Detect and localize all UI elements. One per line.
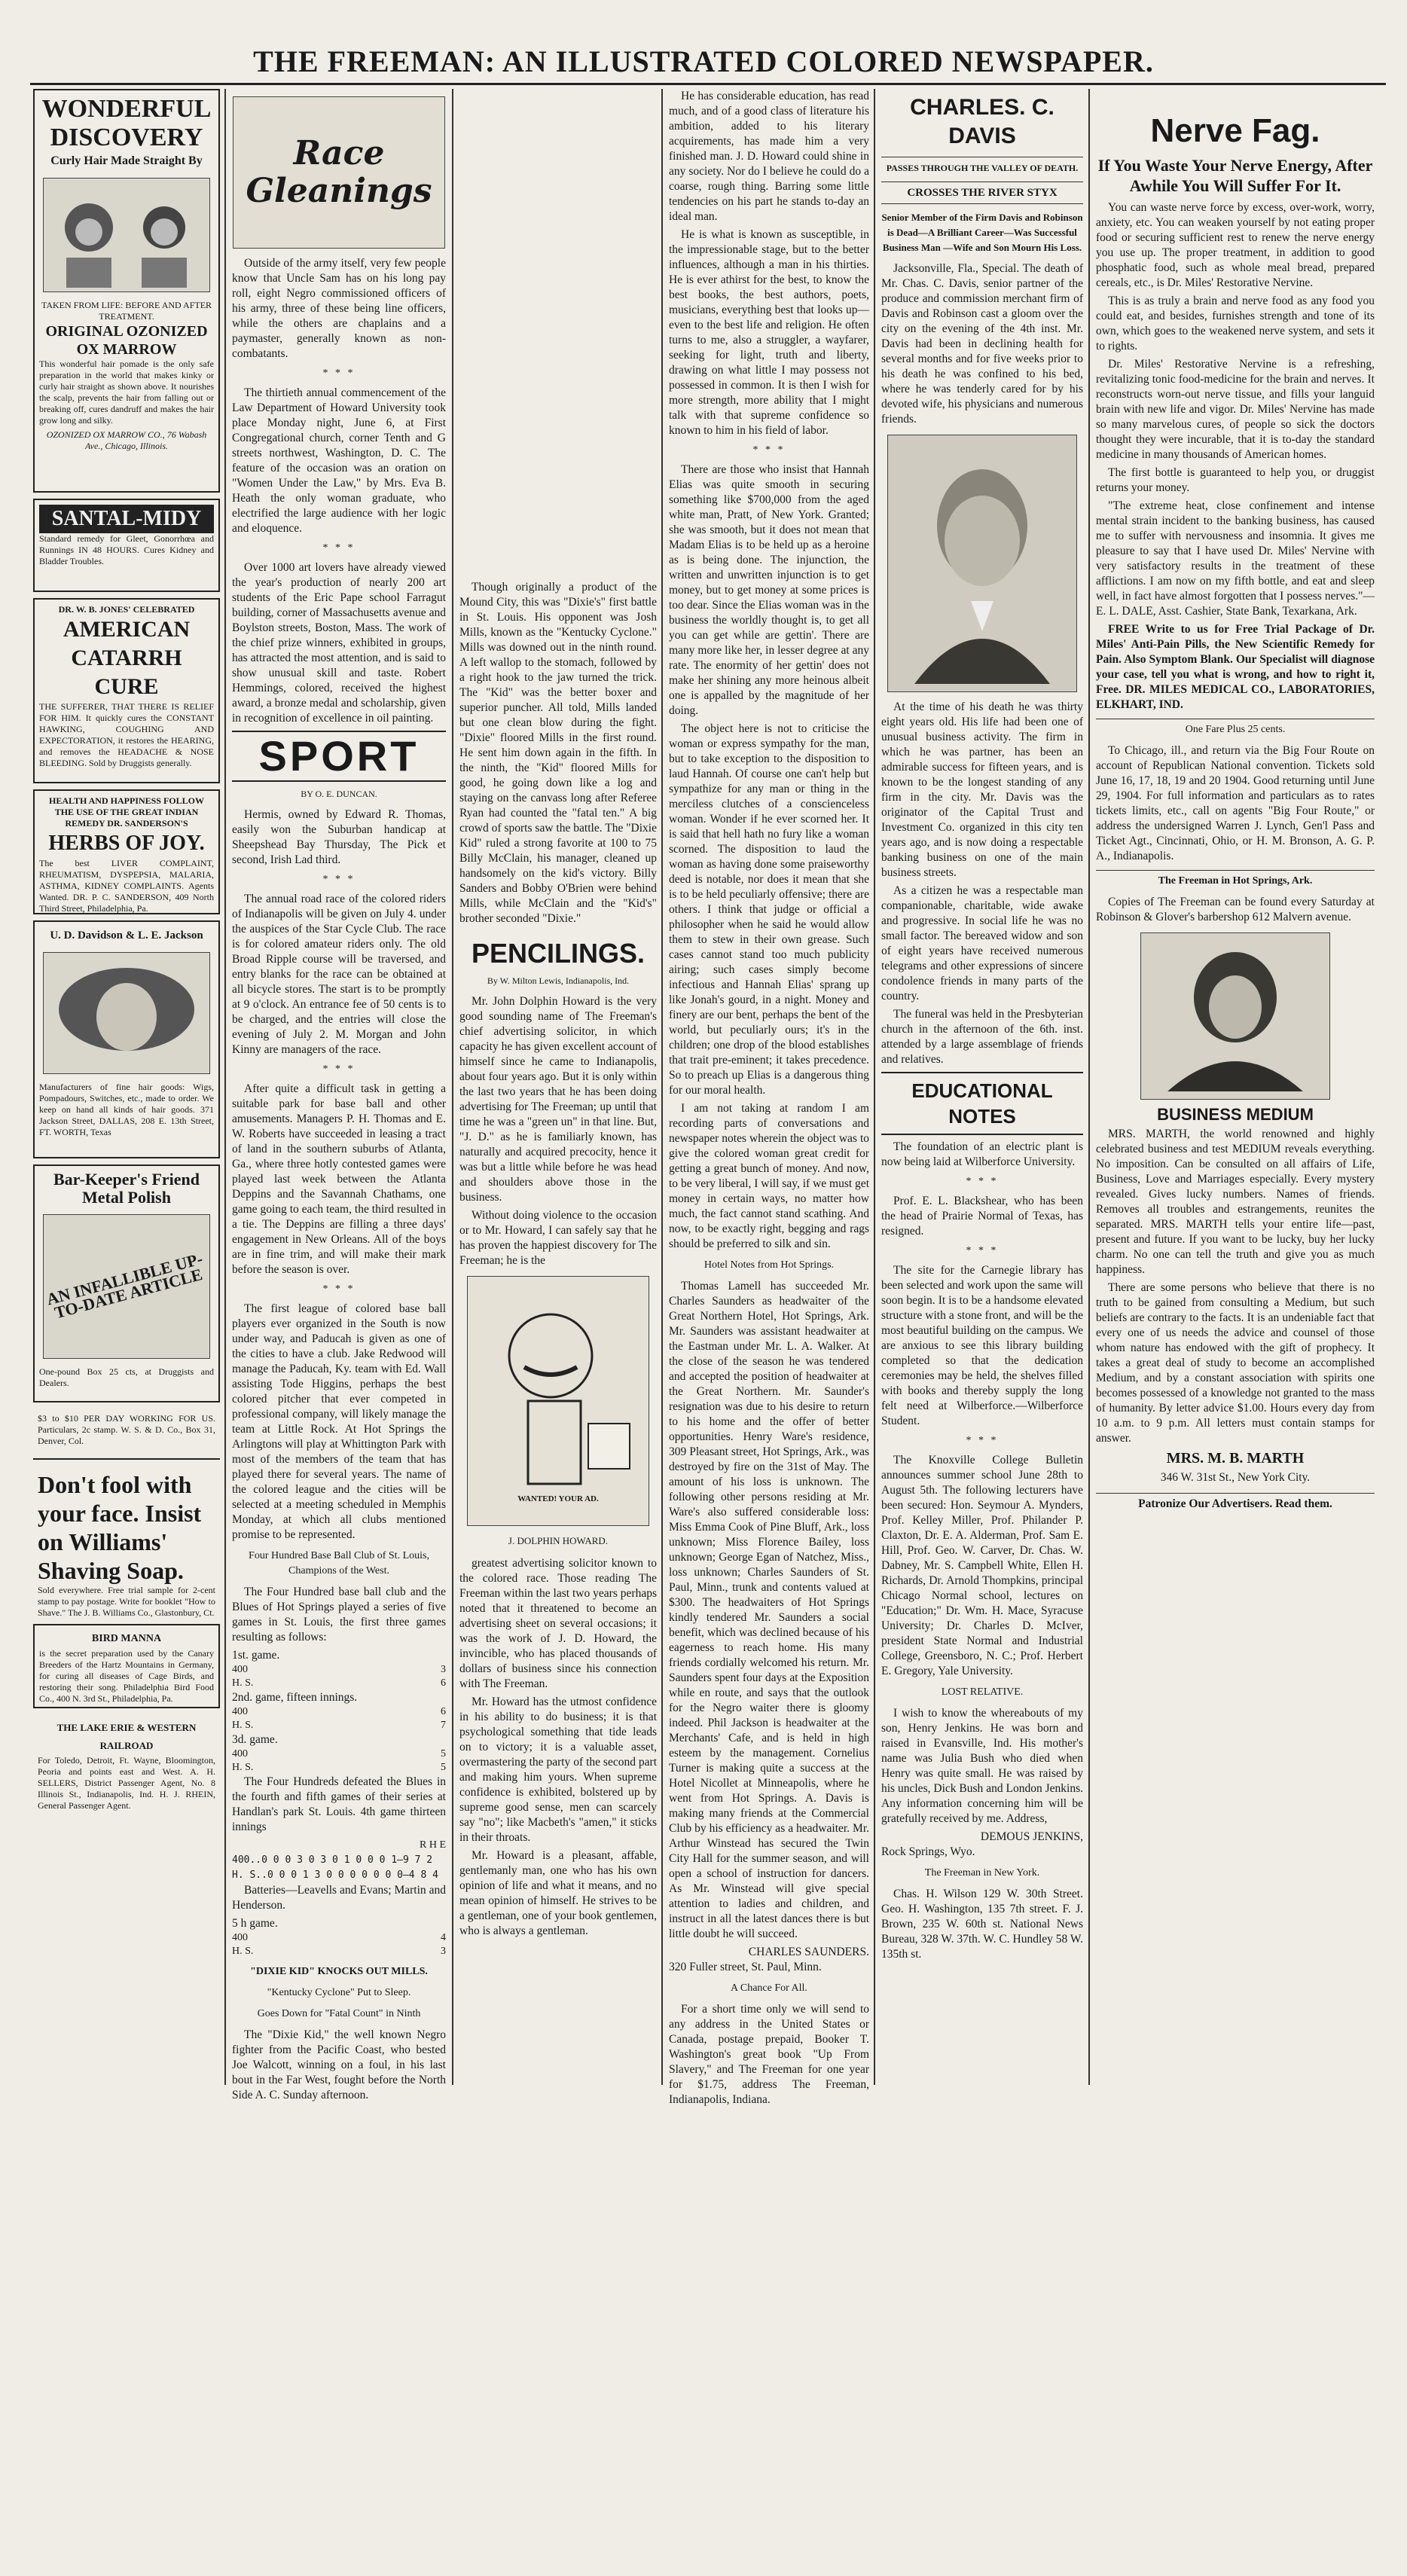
ad-headline: Bar-Keeper's Friend Metal Polish [53, 1170, 200, 1207]
ad-body: One-pound Box 25 cts, at Druggists and Dealers. [39, 1366, 214, 1388]
separator: * * * [322, 1283, 356, 1295]
article-paragraph: Mr. Howard has the utmost confidence in his ability to do business; it is that psychological something that tide leads on to victory; it is a valuable asset, overmastering the party of the second part and making him yours. When supreme confidence is exhibited, bolstered up by supreme good sense, men can scarcely say "no"; like Macbeth's "amen," it sticks in their throats. [459, 1695, 657, 1844]
ad-headline: Don't fool with your face. Insist on Williams' Shaving Soap. [38, 1471, 202, 1584]
article-paragraph: Prof. E. L. Blackshear, who has been the head of Prairie Normal of Texas, has resigned. [881, 1195, 1083, 1238]
article-paragraph: Hermis, owned by Edward R. Thomas, easily won the Suburban handicap at Sheepshead Bay Thursday, The Pick et second, Irish Lad third. [232, 808, 446, 866]
article-paragraph: The funeral was held in the Presbyterian church in the afternoon of the 6th. inst. attended by a large assemblage of friends and relatives. [881, 1008, 1083, 1066]
score-row: 400 4 [232, 1932, 446, 1943]
ad-ox-marrow [33, 89, 220, 493]
article-paragraph: He is what is known as susceptible, in the impressionable stage, but to the better influences, although a man in his thirties. He is ever athirst for the best, to know the best books, the best authors, poets, musicians, everything best that looks up—even to the best life and religion. He often turns to me, also a struggler, a wayfarer, seeking for light, truth and liberty, drawing on what little I may possess not possessed in common. It is then I wish for more strength, more ability that I might talk with that supreme confidence so known to him in his field of labor. [669, 228, 869, 437]
business-medium-heading: BUSINESS MEDIUM [1157, 1105, 1314, 1124]
article-paragraph: The "Dixie Kid," the well known Negro fighter from the Pacific Coast, who bested Joe Walcott, winning on a foul, in his last bout in the Far West, fought before the North Side A. C. Sunday afternoon. [232, 2028, 446, 2101]
subheading: Four Hundred Base Ball Club of St. Louis, Champions of the West. [249, 1550, 429, 1576]
ad-bird-manna [33, 1624, 220, 1708]
article-paragraph: Outside of the army itself, very few people know that Uncle Sam has on his long pay roll, eight Negro commissioned officers of his army, three of these being line officers, while the others are chaplains and a paymaster, generally known as non-combatants. [232, 257, 446, 360]
ad-address: OZONIZED OX MARROW CO., 76 Wabash Ave., Chicago, Illinois. [46, 429, 207, 451]
portrait-illustration [43, 178, 210, 292]
ad-headline: BIRD MANNA [91, 1633, 162, 1644]
ad-subhead: DR. W. B. JONES' CELEBRATED [58, 604, 195, 615]
article-paragraph: I wish to know the whereabouts of my son, Henry Jenkins. He was born and raised in Evansville, Ind. His mother's name was Julia Bush who died when Henry was quite small. He was raised by his uncles, Dick Bush and London Jenkins. Any information concerning him will be gratefully received by me. Address, [881, 1707, 1083, 1825]
article-paragraph: There are those who insist that Hannah Elias was quite smooth in securing something like $700,000 from the aged white man, Pratt, of New York. Granted; she was smooth, but it does not mean that Madam Elias is to be held up as a heroine as is being done. The injunction, the written and unwritten injunction is to get money, but to get money at some prices is too dear. Since the Elias woman was in the business the worldly thought is, to get all you can get while are gettin'. There are many more like her, in lesser degree at any rate. The enormity of her gettin' does not make her shining any more heinous albeit one is appalled by the magnitude of her doing. [669, 463, 869, 717]
column-rule [224, 89, 226, 2085]
article-paragraph: The Four Hundred base ball club and the Blues of Hot Springs played a series of five games in St. Louis, the first three games resulting as follows: [232, 1586, 446, 1644]
article-paragraph: "The extreme heat, close confinement and intense mental strain incident to the banking business, has caused me to suffer with nervousness and insomnia. It gives me pleasure to say that I have used Dr. Miles' Nervine with very satisfactory results in the treatment of these afflictions. I am now on my fifth bottle, and eat and sleep well, in fact have almost forgotten that I possess nerves."—E. L. DALE, Asst. Cashier, State Bank, Texarkana, Ark. [1096, 499, 1375, 618]
portrait-caption: J. DOLPHIN HOWARD. [508, 1535, 609, 1546]
address: 320 Fuller street, St. Paul, Minn. [669, 1961, 822, 1973]
ad-santal-midy [33, 499, 220, 592]
before-after-icon [47, 182, 206, 288]
score-row: H. S. 3 [232, 1946, 446, 1957]
separator: * * * [752, 444, 786, 456]
portrait-caricature [467, 1276, 649, 1526]
subheading: LOST RELATIVE. [941, 1686, 1024, 1698]
subheading: The Freeman in Hot Springs, Ark. [1096, 870, 1375, 889]
article-paragraph: The Four Hundreds defeated the Blues in the fourth and fifth games of their series at Handlan's park St. Louis. 4th game thirteen innings [232, 1775, 446, 1833]
score-row: 400 6 [232, 1706, 446, 1717]
article-paragraph: I am not taking at random I am recording parts of conversations and newspaper notes wherein the object was to give the colored woman great credit for getting a great bunch of money. And now, to be very liberal, I will say, if we must get money in certain ways, no matter how much, the fact cannot stand scathing. And now, to be exactly right, begging and rags should be preferred to silk and sin. [669, 1102, 869, 1250]
hair-illustration [43, 952, 210, 1074]
ad-body: For Toledo, Detroit, Ft. Wayne, Bloomington, Peoria and points east and West. A. H. SELLERS, District Passenger Agent, No. 8 Illinois St., Indianapolis, Ind. H. J. RHEIN, General Passenger Agent. [38, 1755, 215, 1811]
pencilings-column [459, 580, 657, 2576]
byline: By W. Milton Lewis, Indianapolis, Ind. [487, 975, 630, 986]
game-label: 3d. game. [232, 1733, 278, 1746]
ad-williams-soap [33, 1466, 220, 1618]
wig-icon [47, 957, 206, 1070]
article-paragraph: For a short time only we will send to any address in the United States or Canada, postage prepaid, Booker T. Washington's great book "Up From Slavery," and The Freeman for one year for $1.75, address The Freeman, Indianapolis, Indiana. [669, 2003, 869, 2106]
game-label: 2nd. game, fifteen innings. [232, 1691, 358, 1704]
article-paragraph: Over 1000 art lovers have already viewed the year's production of nearly 200 art students of the Eric Pape school Farragut building, corner of Massachusetts avenue and Boylston streets, Boston, Mass. The work of the chief prize winners, exhibited in groups, has attracted the most attention, and is said to show unusual skill and taste. Robert Hemmings, colored, received the highest award, a bronze medal and scholarship, given in recognition of excellence in oil painting. [232, 561, 446, 725]
article-paragraph: The thirtieth annual commencement of the Law Department of Howard University took place Monday night, June 6, at First Congregational church, corner Tenth and G streets northwest, Washington, D. C. The feature of the occasion was an oration on "Women Under the Law," by Mrs. Eva B. Heath the only woman graduate, who electrified the large audience with her logic and eloquence. [232, 386, 446, 535]
separator: * * * [322, 874, 356, 885]
ad-headline: AMERICAN CATARRH CURE [63, 617, 191, 699]
score-row: 400 5 [232, 1748, 446, 1760]
address: Rock Springs, Wyo. [881, 1845, 975, 1858]
column-rule [1088, 89, 1090, 2085]
separator: * * * [966, 1245, 999, 1256]
davis-column [881, 89, 1083, 2085]
article-paragraph: greatest advertising solicitor known to the colored race. Those reading The Freeman within the last two years perhaps noted that it threatened to become an advertising sheet on several occasions; it was the work of J. D. Howard, the invincible, who has placed thousands of dollars of business since his connection with The Freeman. [459, 1557, 657, 1690]
signature: CHARLES SAUNDERS. [748, 1946, 869, 1958]
score-row: H. S. 5 [232, 1762, 446, 1773]
separator: * * * [322, 368, 356, 379]
product-illustration [43, 1214, 210, 1359]
woman-portrait-icon [1152, 941, 1318, 1091]
caricature-icon [483, 1296, 633, 1491]
ad-railroad [33, 1714, 220, 1814]
ad-headline: THE LAKE ERIE & WESTERN RAILROAD [56, 1722, 197, 1751]
subheading: Senior Member of the Firm Davis and Robinson is Dead—A Brilliant Career—Was Successful Business Man —Wife and Son Mourn His Loss. [881, 212, 1083, 253]
headline: Nerve Fag. [1150, 112, 1320, 149]
article-paragraph: MRS. MARTH, the world renowned and highly celebrated business and test MEDIUM reveals everything. No imposition. Can be consulted on all affairs of Life, Business, Love and Marriages especially. Every mystery revealed. Gives lucky numbers. Names of friends. Removes all troubles and estrangements, reunites the separated. MRS. MARTH tells your entire life—past, present and future. If you want to be lucky, buy her lucky charm. No one can tell the truth and give you as much happiness. [1096, 1128, 1375, 1276]
sport-heading: SPORT [232, 731, 446, 782]
article-paragraph: Copies of The Freeman can be found every Saturday at Robinson & Glover's barbershop 612 Malvern avenue. [1096, 896, 1375, 923]
ad-hair-goods [33, 920, 220, 1158]
score-line: H. S..0 0 0 1 3 0 0 0 0 0 0 0—4 8 4 [232, 1869, 438, 1881]
ad-subhead: HEALTH AND HAPPINESS FOLLOW THE USE OF THE GREAT INDIAN REMEDY DR. SANDERSON'S [49, 795, 204, 829]
article-paragraph: Though originally a product of the Mound City, this was "Dixie's" first battle in St. Louis. His opponent was Josh Mills, known as the "Kentucky Cyclone." Mills was downed out in the ninth round. A left wallop to the stomach, followed by a right hook to the jaw turned the trick. The "Kid" was the better boxer and superior puncher. All told, Mills landed but one clean blow during the fight. "Dixie" floored Mills in the first round. He sent him down again in the fifth. In the ninth, the "Kid" floored Mills for good, he going down like a log and staying on the canvass long after Referee Ryan had counted the "fatal ten." A big crowd of sports saw the battle. The "Dixie Kid" ruled a strong favorite at 100 to 75 Billy McClain, his manager, cleaned up handsomely on the kid's victory. Billy Sanders and Bobby O'Brien were behind Mills, while McClain and the "Kid's" brother seconded "Dixie." [459, 581, 657, 925]
article-paragraph: The first bottle is guaranteed to help you, or druggist returns your money. [1096, 466, 1375, 494]
sign-text: WANTED! YOUR AD. [517, 1494, 599, 1503]
column-rule [661, 89, 663, 2085]
subheading: Goes Down for "Fatal Count" in Ninth [257, 2008, 421, 2019]
notice: Patronize Our Advertisers. Read them. [1096, 1493, 1375, 1512]
score-line: 400..0 0 0 3 0 3 0 1 0 0 0 1—9 7 2 [232, 1854, 433, 1866]
signature: DEMOUS JENKINS, [980, 1830, 1083, 1843]
address: 346 W. 31st St., New York City. [1160, 1471, 1311, 1484]
subheading: PASSES THROUGH THE VALLEY OF DEATH. [881, 157, 1083, 175]
article-paragraph: There are some persons who believe that there is no truth to be gained from consulting a Medium, but such beliefs are contrary to the facts. It is an undeniable fact that every one of us needs the advice and counsel of those whom nature has endowed with the gift of prophecy. It takes a great deal of study to become an accomplished Medium, and by a constant association with spirits one becomes possessed of a knowledge not granted to the mass of humanity. By letter advice $1.00. Hours every day from 10 a.m. to 9 p.m. All letters must contain stamps for answer. [1096, 1281, 1375, 1445]
ad-slogan: AN INFALLIBLE UP-TO-DATE ARTICLE [44, 1249, 205, 1323]
nerve-fag-column [1096, 89, 1375, 2085]
ad-body: THE SUFFERER, THAT THERE IS RELIEF FOR HIM. It quickly cures the CONSTANT HAWKING, COUGHING AND EXPECTORATION, it restores the HEARING, and removes the HEADACHE & NOSE BLEEDING. Sold by Druggists generally. [39, 701, 214, 768]
subheading: "DIXIE KID" KNOCKS OUT MILLS. [250, 1966, 428, 1977]
article-paragraph: Mr. Howard is a pleasant, affable, gentlemanly man, one who has his own opinion of life and what it means, and no mean opinion of himself. He strives to be a gentleman, one of your book gentlemen, who is always a gentleman. [459, 1849, 657, 1937]
ad-headline: HERBS OF JOY. [48, 832, 205, 855]
ad-catarrh-cure [33, 598, 220, 783]
ad-subhead: Curly Hair Made Straight By [50, 154, 203, 167]
subheading: CROSSES THE RIVER STYX [881, 182, 1083, 204]
ad-headline: U. D. Davidson & L. E. Jackson [50, 929, 203, 942]
masthead: THE FREEMAN: AN ILLUSTRATED COLORED NEWSPAPER. [253, 44, 1154, 78]
editorial-column [669, 89, 869, 2106]
column-rule [452, 89, 453, 2085]
subheading: One Fare Plus 25 cents. [1096, 719, 1375, 737]
ad-body: This wonderful hair pomade is the only safe preparation in the world that makes kinky or curly hair straight as shown above. It nourishes the scalp, prevents the hair from falling out or breaking off, cures dandruff and makes the hair grow long and silky. [39, 359, 214, 426]
byline: BY O. E. DUNCAN. [301, 789, 377, 799]
pencilings-heading: PENCILINGS. [471, 938, 646, 969]
ad-body: $3 to $10 PER DAY WORKING FOR US. Particulars, 2c stamp. W. S. & D. Co., Box 31, Denver, Col. [38, 1413, 215, 1446]
article-paragraph: As a citizen he was a respectable man companionable, charitable, wide awake and progressive. In social life he was no small factor. The bereaved widow and son of eight years have received numerous telegrams and other expressions of sincere condolence friends in many parts of the country. [881, 884, 1083, 1003]
article-paragraph: Mr. John Dolphin Howard is the very good sounding name of The Freeman's chief advertising solicitor, in which capacity he has given excellent account of himself since he came to Indianapolis, about four years ago. But it is only within the last two years that he has been doing advertising for The Freeman; up until that time he was a "green un" in that line. But, "J. D." as he is familiarly known, has naturally and acquired precocity, hence it was but a little while before he was head and shoulders above those in the business. [459, 995, 657, 1204]
article-paragraph: At the time of his death he was thirty eight years old. His life had been one of unusual business activity. The firm in which he was partner, has been an admirable success for fifteen years, and is known to be the longest standing of any firm in the city. Mr. Davis was the originator of the Capital Trust and Investment Co. organized in this city ten years ago, and is now doing a respectable banking business on one of the main business streets. [881, 700, 1083, 879]
subheading: A Chance For All. [731, 1982, 807, 1994]
score-header: R H E [420, 1839, 446, 1851]
banner-title: Race Gleanings [246, 134, 432, 210]
separator: * * * [322, 542, 356, 554]
separator: * * * [966, 1176, 999, 1187]
article-paragraph: The first league of colored base ball players ever organized in the South is now under way, and Paducah is given as one of the cities to have a club. Jake Redwood will manage the Paducah, Ky. team with Ed. Wall assisting Tode Higgins, perhaps the best colored pitcher that ever competed in professional company, will likely manage the team at Little Rock. At Hot Springs the Arlingtons will play at Whittington Park with most of the members of the team that has played there for several years. The name of the colored league and the cities will be selected at a meeting scheduled in Memphis Monday, at which all clubs mentioned promise to be represented. [232, 1302, 446, 1541]
article-paragraph: You can waste nerve force by excess, over-work, worry, anxiety, etc. You can weaken yourself by not eating proper food or securing sufficient rest to renew the nerve energy you use up. The proper treatment, in addition to good phosphatic food, such as whole meal bread, prepared cereals, etc., is Dr. Miles' Restorative Nervine. [1096, 201, 1375, 289]
ad-headline: WONDERFUL DISCOVERY [41, 95, 212, 151]
ad-body: The best LIVER COMPLAINT, RHEUMATISM, DYSPEPSIA, MALARIA, ASTHMA, KIDNEY COMPLAINTS. Agents Wanted. DR. P. C. SANDERSON, 409 North Third Street, Philadelphia, Pa. [39, 858, 214, 914]
ad-headline: SANTAL-MIDY [39, 505, 214, 533]
score-row: H. S. 7 [232, 1720, 446, 1731]
ad-product: ORIGINAL OZONIZED OX MARROW [45, 323, 208, 358]
ad-herbs-of-joy [33, 789, 220, 914]
signature: MRS. M. B. MARTH [1166, 1450, 1305, 1467]
column-rule [874, 89, 875, 2085]
separator: * * * [322, 1064, 356, 1075]
article-paragraph: Without doing violence to the occasion or to Mr. Howard, I can safely say that he has proven the happiest discovery for The Freeman; he is the [459, 1209, 657, 1267]
score-row: H. S. 6 [232, 1677, 446, 1689]
ad-column [33, 89, 220, 2085]
article-paragraph: The annual road race of the colored riders of Indianapolis will be given on July 4. under the auspices of the Star Cycle Club. The race is for colored amateur riders only. The old Broad Ripple course will be traversed, and entry blanks for the race can be obtained at all bicycle stores. The start is to be promptly at 9 o'clock. An entrance fee of 50 cents is to be charged, and the entries will close the evening of July 2. M. Morgan and John Kinny are managers of the race. [232, 893, 446, 1056]
man-portrait-icon [899, 443, 1065, 684]
ad-caption: TAKEN FROM LIFE: BEFORE AND AFTER TREATMENT. [41, 300, 212, 322]
ad-body: Manufacturers of fine hair goods: Wigs, Pompadours, Switches, etc., made to order. We keep on hand all kinds of hair goods. 371 Jackson Street, DALLAS, 208 E. 13th Street, FT. WORTH, Texas [39, 1082, 214, 1137]
article-paragraph: The object here is not to criticise the woman or express sympathy for the man, but to take exception to the disposition to laud Hannah. Of course one can't help but sympathize for any man or thing in the merciless clutches of a conscienceless woman. Wonder if he ever scorned her. It is said that hell hath no fury like a woman scorned. The disposition to laud the woman as having done some praiseworthy deed is notable, nor does it mean that she is to be held peculiarly offensive; there are others. I think that judge or official a philosopher when he said he would allow them to stew in their own grease. Such cases cannot stand too much publicity airing; such cases simply become infectious and Hannah Elias' sprang up like Jonah's gourd, in a night. Money and finery are our bent, perhaps the bent of the world, but peculiarly ours; it's in the children; one drop of the blood establishes that trait pre-eminent; it takes precedence. So to preach up Elias is a dangerous thing for our moral health. [669, 722, 869, 1097]
ad-body: is the secret preparation used by the Canary Breeders of the Hartz Mountains in Germany, for curing all diseases of Cage Birds, and restoring their song. Philadelphia Bird Food Co., 400 N. 3rd St., Philadelphia, Pa. [39, 1648, 214, 1704]
article-paragraph: Jacksonville, Fla., Special. The death of Mr. Chas. C. Davis, senior partner of the produce and commission merchant firm of Davis and Robinson cast a gloom over the city on the evening of the 4th inst. Mr. Davis had been in declining health for several months and for five weeks prior to his death he was confined to his bed, where he was tenderly cared for by his devoted wife, his physicians and numerous friends. [881, 262, 1083, 426]
ad-body: Sold everywhere. Free trial sample for 2-cent stamp to pay postage. Write for booklet "How to Shave." The J. B. Williams Co., Glastonbury, Ct. [38, 1585, 215, 1618]
article-paragraph: Batteries—Leavells and Evans; Martin and Henderson. [232, 1884, 446, 1912]
ad-metal-polish [33, 1164, 220, 1402]
article-paragraph: Chas. H. Wilson 129 W. 30th Street. Geo. H. Washington, 135 7th street. F. J. Brown, 235 W. 60th st. National News Bureau, 328 W. 37th. W. C. Hundley 58 W. 135th st. [881, 1888, 1083, 1961]
ad-work [33, 1409, 220, 1460]
race-gleanings-column [232, 89, 446, 2101]
article-paragraph: He has considerable education, has read much, and of a good class of literature his ambition, added to his literary acquirements, has made him a very finished man. J. D. Howard could shine in any society. Nor do I believe he could do a coarse, rough thing. Barring some little tendencies on his part he stands to-day an ideal man. [669, 90, 869, 223]
article-paragraph: After quite a difficult task in getting a suitable park for base ball and other amusements. Managers P. H. Thomas and E. W. Roberts have succeeded in leasing a tract of land in the southern suburbs of Atlanta, Ga., where three hotly contested games were played last week between the Atlanta Deppins and the Savannah Chathams, one game going to each team, the third resulted in a tie. The Deppins are filling a three days' engagement in New Orleans. All of the boys are in fine trim, and will make their mark before the season is over. [232, 1082, 446, 1276]
subheading: Hotel Notes from Hot Springs. [704, 1259, 835, 1271]
game-label: 1st. game. [232, 1649, 280, 1662]
article-paragraph: Thomas Lamell has succeeded Mr. Charles Saunders as headwaiter of the Great Northern Hotel, Hot Springs, Ark. Mr. Saunders was assistant headwaiter at the Eastman under Mr. L. A. Walker. At the close of the season he was tendered and accepted the position of headwaiter at the Great Northern. Mr. Saunder's resignation was due to his desire to return to his home and the offer of better opportunities. Henry Ware's residence, 309 Pleasant street, Hot Springs, Ark., was destroyed by fire on the 31st of May. The amount of his loss is unknown. The following other persons residing at Mr. Ware's also suffered considerable loss: Miss Emma Cook of Pine Bluff, Ark., loss unknown; Miss Florence Bailey, loss unknown; George Egan of Natchez, Miss., loss unknown; Charles Saunders of St. Paul, Minn., trunk and contents valued at $300. The headwaiters of Hot Springs kindly tendered Mr. Saunders a social benefit, which was declined because of his eagerness to reach home. His many friends cordially welcomed his return. Mr. Saunders spent four days at the Exposition while en route, and says that the outlook for the Negro waiter there is gloomy indeed. Phil Jackson is headwaiter at the Merchants' Cafe, and is held in high esteem by the management. Cornelius Turner is making quite a success at the Hotel Nicollet at Minneapolis, where he went from Hot Springs. A. Davis is making many friends at the Commercial Club by his efficiency as a headwaiter. Mr. Arthur Winstead has secured the Twin City Hall for the summer season, and will open a school of instruction for dancers. As Mr. Winstead will give special attention to ladies and children, and instruct in all the latest dances there is but little doubt he will succeed. [669, 1280, 869, 1940]
article-paragraph: The foundation of an electric plant is now being laid at Wilberforce University. [881, 1140, 1083, 1168]
separator: * * * [966, 1435, 999, 1446]
subheading: If You Waste Your Nerve Energy, After Awhile You Will Suffer For It. [1097, 156, 1373, 195]
medium-portrait [1140, 932, 1330, 1100]
educational-notes-heading: EDUCATIONAL NOTES [881, 1072, 1083, 1135]
article-paragraph: The Knoxville College Bulletin announces summer school June 28th to August 5th. The following lecturers have been secured: Hon. Seymour A. Mynders, Prof. Kelley Miller, Prof. Philander P. Claxton, Dr. E. A. Alderman, Prof. Sam E. Hill, Prof. Geo. W. Carver, Dr. Chas. W. Dabney, Mr. S. Campbell White, Ellen H. Richards, Dr. Arnold Thompkins, principal Chicago Normal school, lectures on "Education;" Dr. Wm. H. Mace, Syracuse University; Dr. Charles D. McIver, president State Normal and Industrial College, Greensboro, N. C.; Prof. Herbert E. Gregory, Yale University. [881, 1454, 1083, 1677]
game-label: 5 h game. [232, 1917, 278, 1930]
masthead-rule [30, 83, 1386, 85]
score-row: 400 3 [232, 1664, 446, 1675]
headline: CHARLES. C. DAVIS [910, 95, 1054, 148]
davis-portrait [887, 435, 1077, 692]
article-paragraph: This is as truly a brain and nerve food as any food you could eat, and besides, furnishes strength and tone of its own, which goes to the weakened nerve system, and sets it to rights. [1096, 295, 1375, 353]
subheading: "Kentucky Cyclone" Put to Sleep. [267, 1987, 411, 1998]
article-paragraph: Dr. Miles' Restorative Nervine is a refreshing, revitalizing tonic food-medicine for the brain and nerves. It reconstructs worn-out nerve tissue, and fills your languid brain with new life and vigor. Dr. Miles' Nervine has made so many marvelous cures, of people so sick the doctors thought they were incurable, that it is to-day the standard medicine in many thousands of American homes. [1096, 358, 1375, 461]
article-paragraph: FREE Write to us for Free Trial Package of Dr. Miles' Anti-Pain Pills, the New Scientific Remedy for Pain. Also Symptom Blank. Our Specialist will diagnose your case, tell you what is wrong, and how to right it, Free. DR. MILES MEDICAL CO., LABORATORIES, ELKHART, IND. [1096, 623, 1375, 711]
article-paragraph: To Chicago, ill., and return via the Big Four Route on account of Republican National convention. Tickets sold June 16, 17, 18, 19 and 20 1904. Good returning until June 29, 1904. For full information and particulars as to rates tickets limits, etc., call on agents "Big Four Route," or address the undersigned Warren J. Lynch, Gen'l Pass and Ticket Agt., Cincinnati, Ohio, or H. M. Bronson, A. G. P. A., Indianapolis. [1096, 744, 1375, 862]
subheading: The Freeman in New York. [924, 1867, 1040, 1879]
race-gleanings-banner [233, 96, 445, 249]
article-paragraph: The site for the Carnegie library has been selected and work upon the same will soon begin. It is to be a handsome elevated structure with a stone front, and will be the most beautiful building on the campus. We are anxious to see this library building completed so that the dedication ceremonies may be held, the shelves filled with books and thereby supply the long felt need at Wilberforce.—Wilberforce Student. [881, 1264, 1083, 1427]
ad-body: Standard remedy for Gleet, Gonorrhœa and Runnings IN 48 HOURS. Cures Kidney and Bladder Troubles. [39, 533, 214, 566]
